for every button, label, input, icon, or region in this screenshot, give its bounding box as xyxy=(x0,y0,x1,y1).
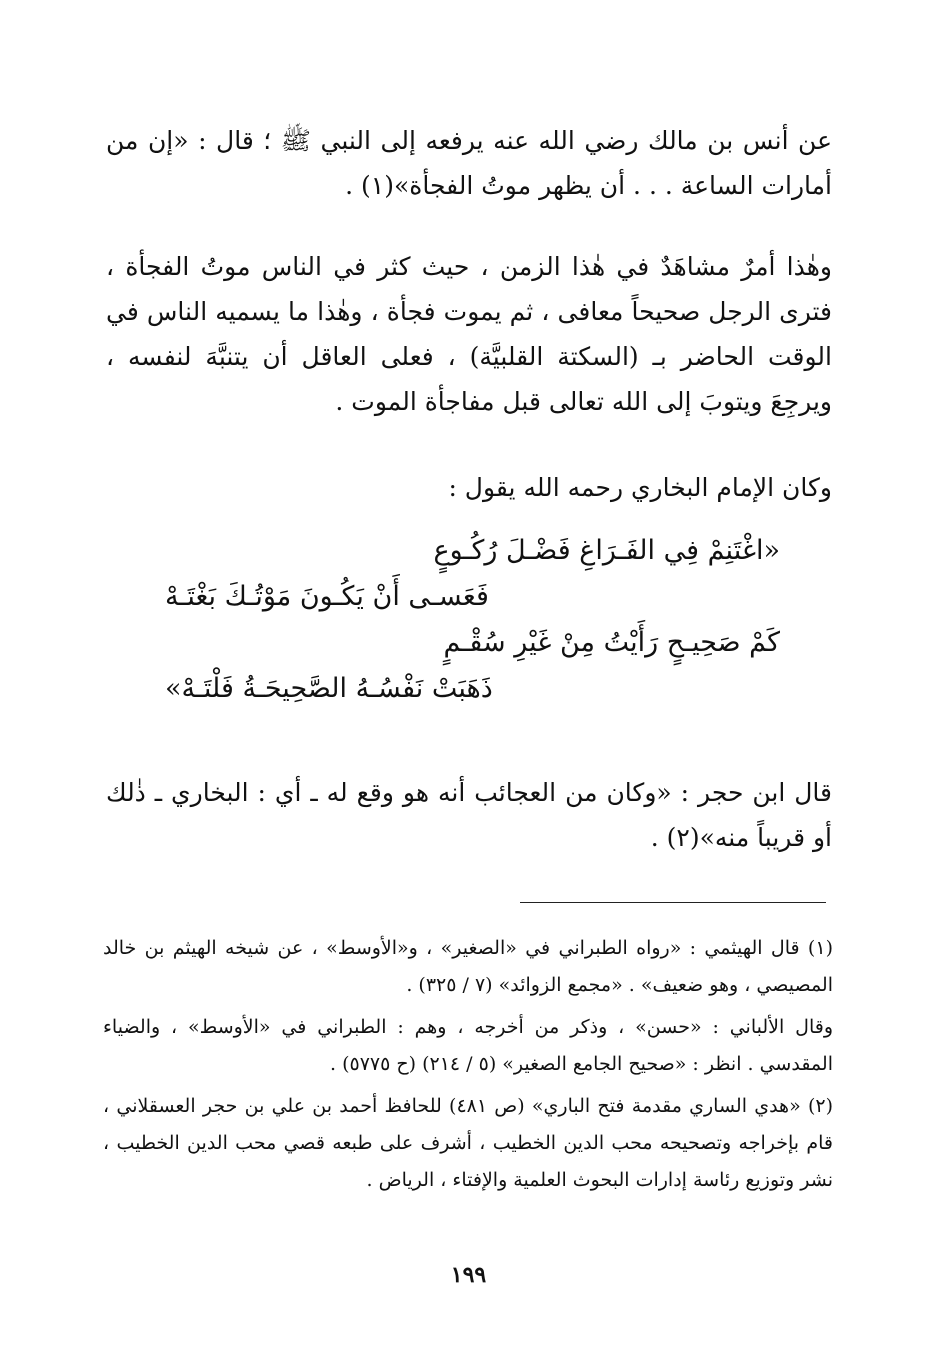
paragraph-text: وكان الإمام البخاري رحمه الله يقول : xyxy=(448,473,832,502)
paragraph-text: عن أنس بن مالك رضي الله عنه يرفعه إلى النبي ﷺ ؛ قال : «إن من أمارات الساعة . . . أن يظهر موتُ الفجأة»(١) . xyxy=(106,126,832,200)
footnote-1: (١) قال الهيثمي : «رواه الطبراني في «الصغير» ، و«الأوسط» ، عن شيخه الهيثم بن خالد المصيصي ، وهو ضعيف» . «مجمع الزوائد» (٧ / ٣٢٥) . xyxy=(103,937,833,996)
paragraph-text: قال ابن حجر : «وكان من العجائب أنه هو وقع له ـ أي : البخاري ـ ذٰلك أو قريباً منه»(٢) . xyxy=(106,778,832,852)
paragraph-commentary xyxy=(106,244,832,424)
poem-verse-1: «اغْتَنِمْ فِي الفَـرَاغِ فَضْـلَ رُكُـوعٍ xyxy=(433,535,780,566)
poem-verse-4: ذَهَبَتْ نَفْسُـهُ الصَّحِيحَـةُ فَلْتَـهْ» xyxy=(165,673,493,704)
paragraph-poem-intro xyxy=(106,465,832,510)
poem-verse-3: كَمْ صَحِيـحٍ رَأَيْتُ مِنْ غَيْرِ سُقْـمٍ xyxy=(443,627,780,658)
paragraph-text: وهٰذا أمرٌ مشاهَدٌ في هٰذا الزمن ، حيث كثر في الناس موتُ الفجأة ، فترى الرجل صحيحاً معافى ، ثم يموت فجأة ، وهٰذا ما يسميه الناس في الوقت الحاضر بـ (السكتة القلبيَّة) ، فعلى العاقل أن يتنبَّهَ لنفسه ، ويرجِعَ ويتوبَ إلى الله تعالى قبل مفاجأة الموت . xyxy=(106,252,832,416)
footnotes xyxy=(103,930,833,1204)
poem-block xyxy=(120,528,780,712)
footnote-divider xyxy=(520,902,826,903)
paragraph-hadith xyxy=(106,118,832,208)
poem-verse-2: فَعَسـى أَنْ يَكُـونَ مَوْتُـكَ بَغْتَـهْ xyxy=(165,581,489,612)
page-number: ١٩٩ xyxy=(450,1262,487,1288)
footnote-2: (٢) «هدي الساري مقدمة فتح الباري» (ص ٤٨١) للحافظ أحمد بن علي بن حجر العسقلاني ، قام بإخراجه وتصحيحه محب الدين الخطيب ، أشرف على طبعه قصي محب الدين الخطيب ، نشر وتوزيع رئاسة إدارات البحوث العلمية والإفتاء ، الرياض . xyxy=(103,1095,834,1191)
footnote-1-continued: وقال الألباني : «حسن» ، وذكر من أخرجه ، وهم : الطبراني في «الأوسط» ، والضياء المقدسي . انظر : «صحيح الجامع الصغير» (٥ / ٢١٤) (ح ٥٧٧٥) . xyxy=(103,1016,833,1075)
paragraph-ibn-hajar xyxy=(106,770,832,860)
